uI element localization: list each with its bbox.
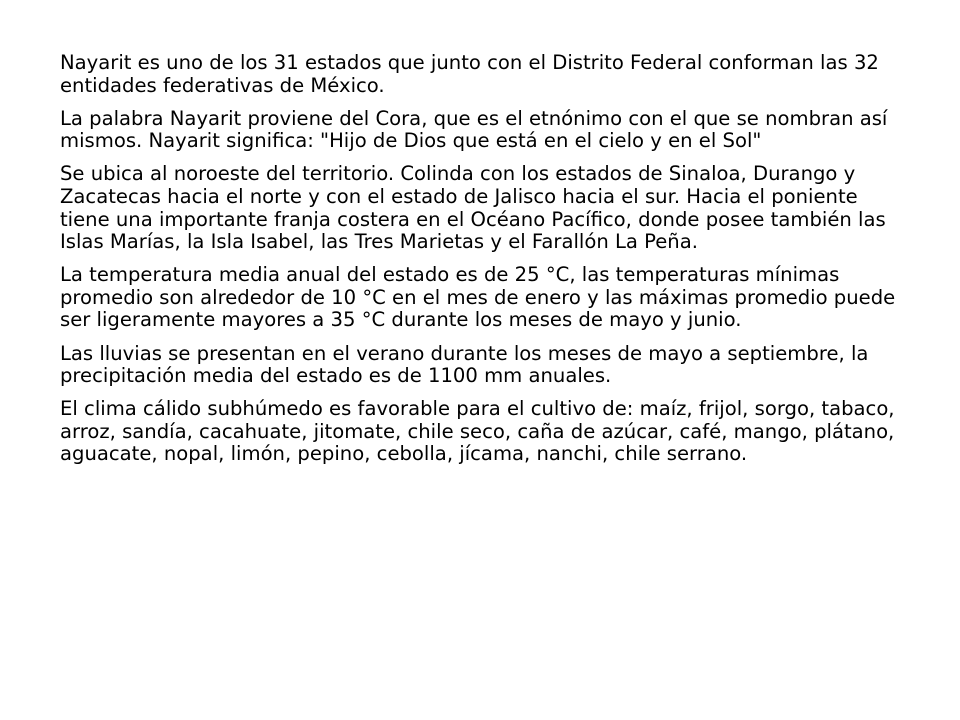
paragraph-rainfall: Las lluvias se presentan en el verano durante los meses de mayo a septiembre, la precipitación media del estado es de 1100 mm anuales. [60,341,869,388]
paragraph-location: Se ubica al noroeste del territorio. Colinda con los estados de Sinaloa, Durango y Zacatecas hacia el norte y con el estado de Jalisco hacia el sur. Hacia el poniente tiene una importante franja costera en el Océano Pacífico, donde posee también las Islas Marías, la Isla Isabel, las Tres Marietas y el Farallón La Peña. [60,162,886,254]
paragraph-temperature: La temperatura media anual del estado es de 25 °C, las temperaturas mínimas promedio son alrededor de 10 °C en el mes de enero y las máximas promedio puede ser ligeramente mayores a 35 °C durante los meses de mayo y junio. [60,263,896,332]
paragraph-etymology: La palabra Nayarit proviene del Cora, que es el etnónimo con el que se nombran así mismos. Nayarit significa: "Hijo de Dios que está en el cielo y en el Sol" [60,106,888,153]
slide-text-body [60,52,900,477]
paragraph-crops: El clima cálido subhúmedo es favorable para el cultivo de: maíz, frijol, sorgo, tabaco, arroz, sandía, cacahuate, jitomate, chile seco, caña de azúcar, café, mango, plátano, aguacate, nopal, limón, pepino, cebolla, jícama, nanchi, chile serrano. [60,397,895,466]
paragraph-definition: Nayarit es uno de los 31 estados que junto con el Distrito Federal conforman las 32 entidades federativas de México. [60,51,879,97]
